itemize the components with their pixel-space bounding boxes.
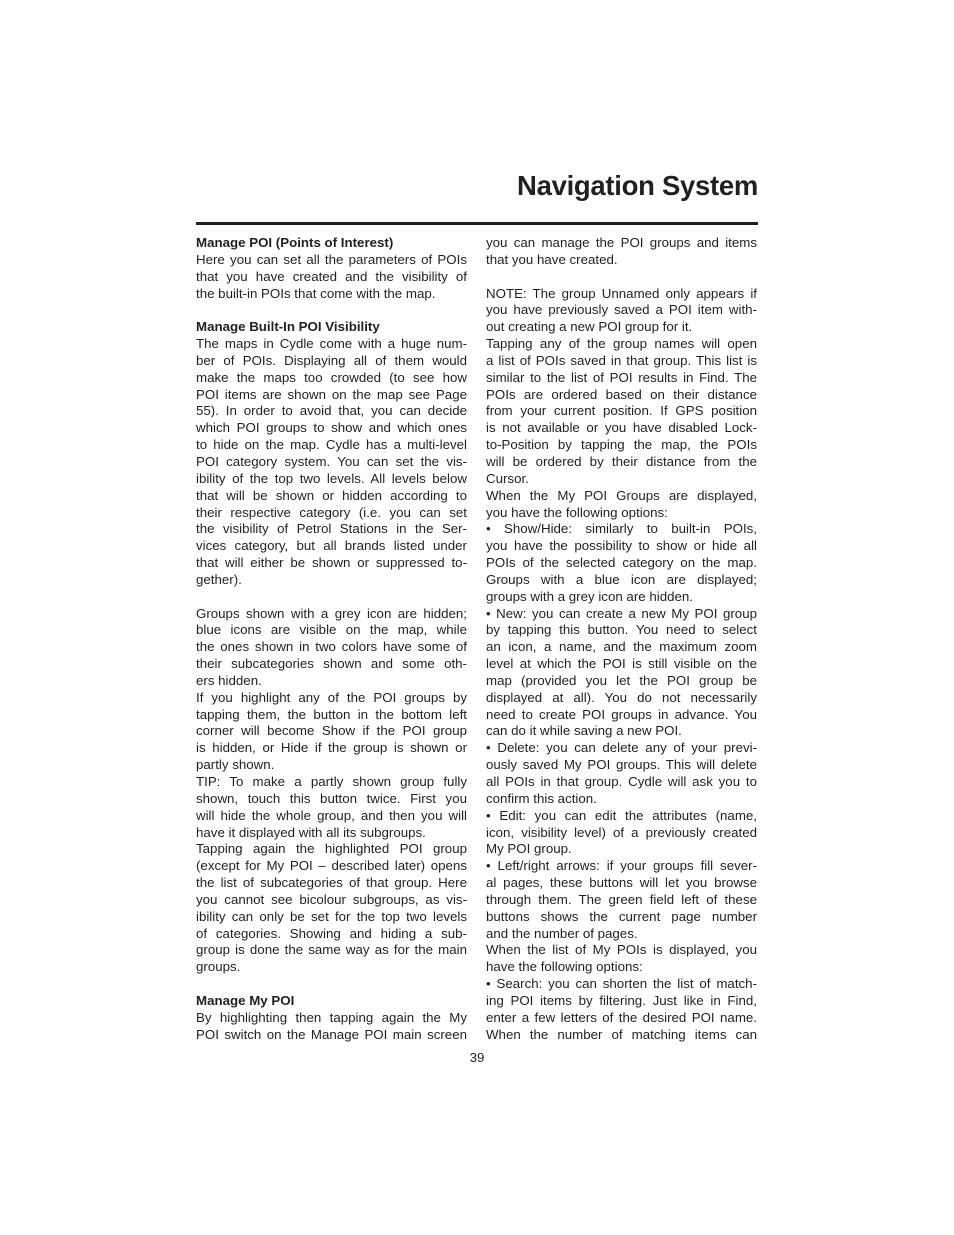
text-line: you have the following options:: [486, 504, 668, 520]
text-line: • Delete: you can delete any of your previ-: [486, 740, 757, 756]
text-line: you have the possibility to show or hide all: [486, 538, 757, 554]
text-line: their subcategories shown and some oth-: [196, 656, 467, 672]
left-column: [196, 235, 467, 1044]
text-line: map (provided you let the POI group be: [486, 672, 757, 688]
text-line: vices category, but all brands listed under: [196, 538, 467, 554]
text-line: When the My POI Groups are displayed,: [486, 487, 757, 503]
text-line: ing POI items by filtering. Just like in Find,: [486, 992, 757, 1008]
text-line: that you have created.: [486, 251, 618, 267]
text-line: is not available or you have disabled Lock-: [486, 420, 757, 436]
text-line: POI items are shown on the map see Page: [196, 386, 467, 402]
text-line: ibility can only be set for the top two levels: [196, 908, 467, 924]
text-line: ibility of the top two levels. All levels below: [196, 470, 467, 486]
text-line: • Show/Hide: similarly to built-in POIs,: [486, 521, 757, 537]
text-line: The maps in Cydle come with a huge num-: [196, 336, 467, 352]
text-line: • Left/right arrows: if your groups fill sever-: [486, 858, 757, 874]
text-line: ously saved My POI groups. This will delete: [486, 757, 757, 773]
text-line: their respective category (i.e. you can set: [196, 504, 467, 520]
text-line: Groups with a blue icon are displayed;: [486, 571, 757, 587]
text-line: If you highlight any of the POI groups by: [196, 689, 467, 705]
text-line: My POI group.: [486, 841, 572, 857]
text-line: by tapping this button. You need to select: [486, 622, 757, 638]
text-line: similar to the list of POI results in Find. The: [486, 369, 757, 385]
text-line: • New: you can create a new My POI group: [486, 605, 757, 621]
text-line: enter a few letters of the desired POI name.: [486, 1009, 757, 1025]
text-line: al pages, these buttons will let you browse: [486, 875, 757, 891]
text-line: make the maps too crowded (to see how: [196, 369, 467, 385]
text-line: icon, visibility level) of a previously created: [486, 824, 757, 840]
text-line: blue icons are visible on the map, while: [196, 622, 467, 638]
text-line: an icon, a name, and the maximum zoom: [486, 639, 757, 655]
section-heading: Manage My POI: [196, 992, 295, 1008]
text-line: buttons shows the current page number: [486, 908, 757, 924]
text-line: partly shown.: [196, 757, 275, 773]
text-line: (except for My POI – described later) opens: [196, 858, 467, 874]
text-line: out creating a new POI group for it.: [486, 319, 693, 335]
text-line: have the following options:: [486, 959, 643, 975]
text-line: you cannot see bicolour subgroups, as vis-: [196, 891, 467, 907]
text-line: all POIs in that group. Cydle will ask you to: [486, 774, 757, 789]
text-line: shown, touch this button twice. First you: [196, 790, 467, 806]
text-line: gether).: [196, 571, 242, 587]
text-line: Cursor.: [486, 470, 529, 486]
text-line: When the number of matching items can: [486, 1026, 757, 1042]
section-heading: Manage Built-In POI Visibility: [196, 319, 380, 335]
text-line: a list of POIs saved in that group. This list is: [486, 352, 757, 368]
text-line: you have previously saved a POI item with-: [486, 302, 757, 318]
text-line: confirm this action.: [486, 790, 597, 806]
paragraph-spacer: [196, 976, 467, 993]
text-line: Tapping any of the group names will open: [486, 336, 757, 352]
text-line: groups.: [196, 959, 241, 975]
text-line: that you have created and the visibility of: [196, 268, 467, 284]
paragraph-spacer: [196, 302, 467, 319]
text-line: ber of POIs. Displaying all of them would: [196, 352, 467, 368]
text-line: Groups shown with a grey icon are hidden;: [196, 605, 467, 621]
right-column: [486, 235, 757, 1044]
text-line: from your current position. If GPS position: [486, 403, 757, 419]
text-line: displayed at all). You do not necessarily: [486, 689, 757, 705]
text-line: will hide the whole group, and then you will: [196, 807, 467, 823]
text-line: Tapping again the highlighted POI group: [196, 841, 467, 857]
text-line: level at which the POI is still visible on the: [486, 656, 757, 672]
text-line: the list of subcategories of that group. Here: [196, 875, 467, 891]
text-line: you can manage the POI groups and items: [486, 235, 757, 250]
text-line: POI switch on the Manage POI main screen: [196, 1026, 467, 1042]
text-line: tapping them, the button in the bottom left: [196, 706, 467, 722]
text-line: NOTE: The group Unnamed only appears if: [486, 285, 757, 301]
text-line: POIs of the selected category on the map.: [486, 555, 757, 571]
text-line: will be ordered by their distance from the: [486, 453, 757, 469]
text-line: 55). In order to avoid that, you can decide: [196, 403, 467, 419]
text-line: the visibility of Petrol Stations in the Ser-: [196, 521, 467, 537]
text-line: groups with a grey icon are hidden.: [486, 588, 693, 604]
text-line: and the number of pages.: [486, 925, 638, 941]
paragraph-spacer: [196, 589, 467, 606]
text-line: can do it while saving a new POI.: [486, 723, 682, 739]
text-line: the ones shown in two colors have some of: [196, 639, 467, 655]
text-line: POI category system. You can set the vis-: [196, 453, 467, 469]
title-divider: [196, 222, 758, 225]
text-line: group is done the same way as for the main: [196, 942, 467, 958]
paragraph-spacer: [486, 269, 757, 286]
text-line: TIP: To make a partly shown group fully: [196, 774, 467, 789]
text-line: have it displayed with all its subgroups.: [196, 824, 426, 840]
text-line: is hidden, or Hide if the group is shown or: [196, 740, 467, 756]
text-line: • Search: you can shorten the list of match-: [486, 976, 757, 992]
text-line: corner will become Show if the POI group: [196, 723, 467, 739]
page-number: 39: [469, 1050, 485, 1065]
text-line: to-Position by tapping the map, the POIs: [486, 437, 757, 453]
text-line: Here you can set all the parameters of POIs: [196, 251, 467, 267]
text-line: of categories. Showing and hiding a sub-: [196, 925, 467, 941]
text-line: POIs are ordered based on their distance: [486, 386, 757, 402]
text-line: • Edit: you can edit the attributes (name,: [486, 807, 757, 823]
text-line: to hide on the map. Cydle has a multi-level: [196, 437, 467, 453]
text-line: By highlighting then tapping again the My: [196, 1009, 467, 1025]
text-line: that will either be shown or suppressed to-: [196, 555, 467, 571]
text-line: that will be shown or hidden according to: [196, 487, 467, 503]
text-line: ers hidden.: [196, 672, 262, 688]
section-heading: Manage POI (Points of Interest): [196, 235, 394, 250]
page-title: Navigation System: [517, 170, 758, 201]
text-line: through them. The green field left of these: [486, 891, 757, 907]
text-line: need to create POI groups in advance. You: [486, 706, 757, 722]
text-line: the built-in POIs that come with the map.: [196, 285, 436, 301]
text-line: When the list of My POIs is displayed, you: [486, 942, 757, 958]
text-line: which POI groups to show and which ones: [196, 420, 467, 436]
